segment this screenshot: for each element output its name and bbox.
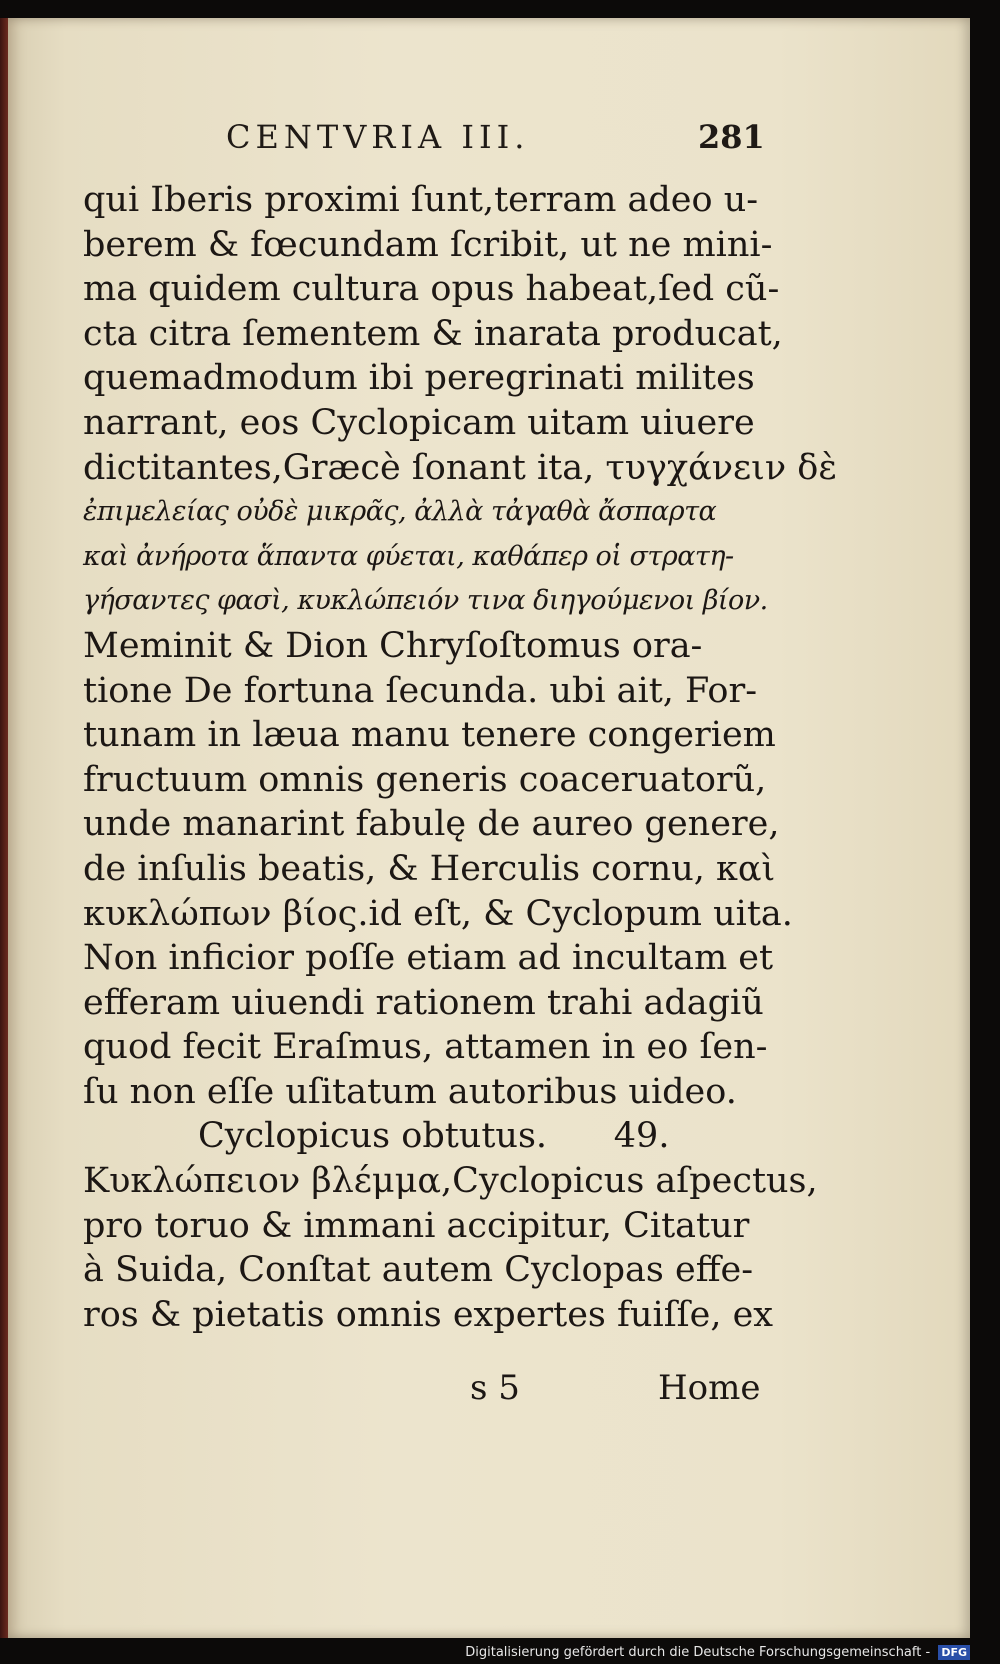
credit-text: Digitalisierung gefördert durch die Deutsche Forschungsgemeinschaft -	[465, 1645, 931, 1660]
text-line: ma quidem cultura opus habeat,ſed cũ-	[83, 269, 780, 310]
digitization-credit	[465, 1645, 970, 1660]
signature-mark: s 5	[470, 1368, 520, 1408]
text-line: quemadmodum ibi peregrinati milites	[83, 358, 755, 399]
text-line: à Suida, Conſtat autem Cyclopas effe-	[83, 1250, 754, 1291]
text-line: tunam in læua manu tenere congeriem	[83, 715, 776, 756]
page-number: 281	[698, 118, 765, 156]
text-line: ſu non eſſe uſitatum autoribus uideo.	[83, 1071, 737, 1112]
catchword: Home	[658, 1368, 761, 1408]
text-line: ros & pietatis omnis expertes fuiſſe, ex	[83, 1294, 774, 1335]
running-title: CENTVRIA III.	[226, 118, 530, 156]
text-line: unde manarint fabulę de aureo genere,	[83, 804, 780, 845]
text-line: tione De fortuna ſecunda. ubi ait, For-	[83, 670, 758, 711]
text-line: narrant, eos Cyclopicam uitam uiuere	[83, 402, 755, 443]
text-line: berem & fœcundam ſcribit, ut ne mini-	[83, 224, 773, 265]
text-line: κυκλώπων βίος.id eſt, & Cyclopum uita.	[83, 893, 793, 934]
body-text	[83, 178, 838, 1337]
catchline	[8, 1368, 970, 1412]
text-line: Κυκλώπειον βλέμμα,Cyclopicus aſpectus,	[83, 1161, 818, 1202]
book-spine-edge	[0, 18, 8, 1638]
text-line: de inſulis beatis, & Herculis cornu, καὶ	[83, 848, 776, 889]
adage-heading: Cyclopicus obtutus. 49.	[198, 1116, 670, 1157]
greek-text-line: ἐπιμελείας οὐδὲ μικρᾶς, ἀλλὰ τἀγαθὰ ἄσπαρτα	[83, 496, 717, 528]
running-head	[8, 118, 970, 168]
text-line: efferam uiuendi rationem trahi adagiũ	[83, 982, 764, 1023]
text-line: quod fecit Eraſmus, attamen in eo ſen-	[83, 1027, 768, 1068]
text-line: Meminit & Dion Chryſoſtomus ora-	[83, 625, 703, 666]
text-line: dictitantes,Græcè ſonant ita, τυγχάνειν δὲ	[83, 447, 838, 488]
greek-text-line: γήσαντες φασὶ, κυκλώπειόν τινα διηγούμενοι βίον.	[83, 585, 768, 617]
text-line: Non inficior poſſe etiam ad incultam et	[83, 938, 774, 979]
text-line: pro toruo & immani accipitur, Citatur	[83, 1205, 750, 1246]
text-line: fructuum omnis generis coaceruatorũ,	[83, 759, 767, 800]
dfg-logo: DFG	[938, 1645, 970, 1660]
text-line: qui Iberis proximi ſunt,terram adeo u-	[83, 180, 759, 220]
text-line: cta citra ſementem & inarata producat,	[83, 313, 783, 354]
greek-text-line: καὶ ἀνήροτα ἅπαντα φύεται, καθάπερ οἱ στρατη-	[83, 540, 734, 572]
book-page	[8, 18, 970, 1638]
